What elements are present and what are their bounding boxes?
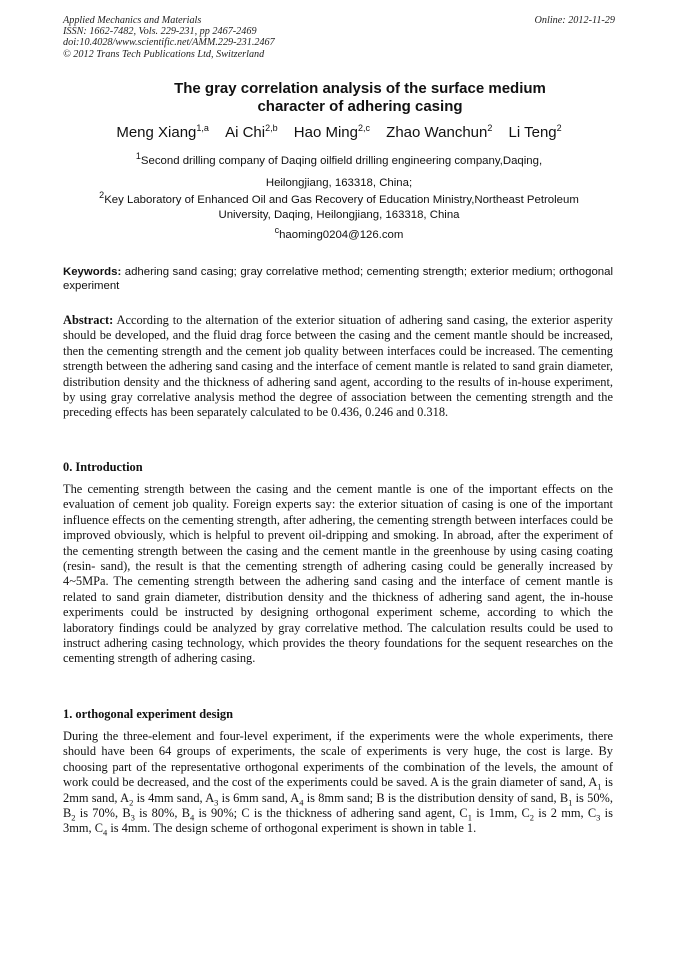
section-heading-introduction: 0. Introduction (63, 460, 143, 474)
keywords-label: Keywords: (63, 266, 122, 278)
author: Ai Chi$^{2,b}$ (225, 123, 278, 141)
online-date: Online: 2012-11-29 (534, 15, 615, 26)
author: Hao Ming$^{2,c}$ (293, 123, 370, 141)
author: Zhao Wanchun$^2$ (386, 123, 493, 141)
issn-line: ISSN: 1662-7482, Vols. 229-231, pp 2467-2469 (63, 26, 257, 38)
copyright-line: © 2012 Trans Tech Publications Ltd, Switzerland (63, 48, 265, 60)
introduction-text: The cementing strength between the casing and the cement mantle is one of the important effects on the evaluation of cement job quality. Foreign experts say: the exterior situation of casing is one of the important influence effects on the cementing strength, after adhering, the cementing strength between interfaces could be improved obviously, which is helpful to prevent oil-dripping and smoking. In abroad, after the experiment of the cementing strength between the casing and the cement mantle in the greenhouse by using casing coating (resin- sand), the result is that the cementing strength of adhering casing could be generally increased by 4~5MPa. The cementing strength between the adhering sand casing and the interface of cement mantle is related to sand grain diameter, distribution density and the thickness of adhering sand agent, the in-house experiments could be instructed by designing orthogonal experiment scheme, according to which the laboratory findings could be analyzed by gray correlative method. The calculation results could be used to instruct adhering casing technology, which provides the theory foundations for the sequent researches on the cementing strength of adhering casing. (63, 482, 613, 666)
keywords (63, 265, 613, 293)
affiliation-2: $^2$Key Laboratory of Enhanced Oil and Gas Recovery of Education Ministry,Northeast Petroleum University, Daqing, Heilongjiang, 163318, China (99, 190, 579, 221)
design-text: During the three-element and four-level experiment, if the experiments were the whole experiments, there should have been 64 groups of experiments, the scale of experiments is very huge, the cost is large. By choosing part of the representative orthogonal experiments of the combination of the levels, the amount of work could be decreased, and the cost of the experiments could be saved. A is the grain diameter of sand, $A_1$ is 2mm sand, $A_2$ is 4mm sand, $A_3$ is 6mm sand, $A_4$ is 8mm sand; B is the distribution density of sand, $B_1$ is 50%, $B_2$ is 70%, $B_3$ is 80%, $B_4$ is 90%; C is the thickness of adhering sand agent, $C_1$ is 1mm, $C_2$ is 2 mm, $C_3$ is 3mm, $C_4$ is 4mm. The design scheme of orthogonal experiment is shown in table 1. (63, 729, 613, 838)
section-heading-design: 1. orthogonal experiment design (63, 707, 234, 721)
title-line-2: character of adhering casing (257, 98, 463, 115)
journal-name: Applied Mechanics and Materials (63, 15, 202, 26)
paper-title (100, 80, 620, 116)
author-list (0, 124, 678, 142)
journal-header (63, 15, 275, 60)
author: Meng Xiang$^{1,a}$ (116, 123, 209, 141)
abstract-text: According to the alternation of the exterior situation of adhering sand casing, the exterior asperity should be developed, and the fluid drag force between the casing and the cement mantle should be increased, then the cementing strength and the cement job quality between interfaces could be increased. The cementing strength between the adhering sand casing and the interface of cement mantle is related to sand grain diameter, distribution density and the thickness of adhering sand agent, according to the results of in-house experiment, by using gray correlative analysis method the degree of association between the cementing strength and the preceding effects has been separately calculated to be 0.436, 0.246 and 0.318. (63, 313, 613, 420)
abstract-label: Abstract: (63, 313, 114, 327)
title-line-1: The gray correlation analysis of the surface medium (174, 80, 546, 97)
affiliation-1: $^1$Second drilling company of Daqing oilfield drilling engineering company,Daqing, Heilongjiang, 163318, China; (135, 151, 543, 189)
author-email: $^c$haoming0204@126.com (274, 225, 404, 241)
doi-line: doi:10.4028/www.scientific.net/AMM.229-231.2467 (63, 37, 275, 49)
keywords-text: adhering sand casing; gray correlative method; cementing strength; exterior medium; orthogonal experiment (63, 266, 613, 292)
abstract (63, 313, 613, 421)
author: Li Teng$^2$ (508, 123, 562, 141)
